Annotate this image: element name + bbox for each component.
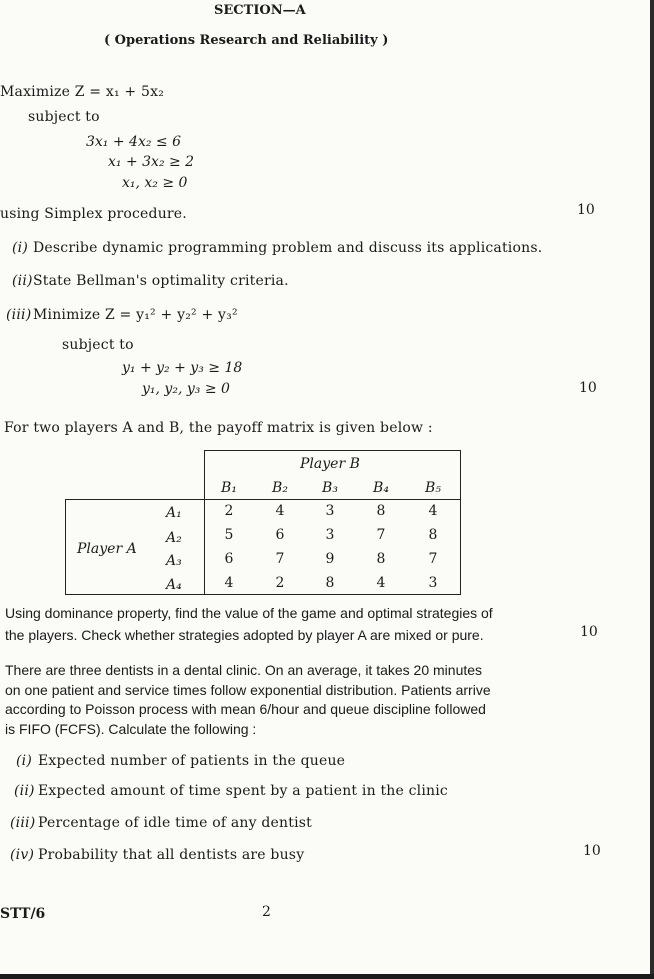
col-label-b4: B₄ [373, 480, 389, 496]
cell-a1-b2: 4 [275, 503, 285, 519]
q1-method: using Simplex procedure. [0, 206, 187, 222]
q4-line-4: is FIFO (FCFS). Calculate the following : [5, 721, 257, 737]
q3-intro: For two players A and B, the payoff matrix is given below : [4, 420, 433, 436]
q2-marks: 10 [579, 380, 597, 396]
cell-a1-b5: 4 [428, 503, 438, 519]
q1-objective: Maximize Z = x₁ + 5x₂ [0, 84, 165, 100]
cell-a4-b3: 8 [325, 575, 335, 591]
q1-constraint-2: x₁ + 3x₂ ≥ 2 [108, 154, 195, 170]
cell-a3-b1: 6 [224, 551, 234, 567]
footer-page-number: 2 [262, 904, 271, 920]
section-subtitle: ( Operations Research and Reliability ) [104, 33, 389, 48]
row-label-a1: A₁ [166, 505, 182, 521]
q4-line-2: on one patient and service times follow exponential distribution. Patients arrive [5, 682, 491, 698]
q4-part-ii: Expected amount of time spent by a patient in the clinic [38, 783, 448, 799]
q2-constraint-1: y₁ + y₂ + y₃ ≥ 18 [122, 360, 243, 376]
cell-a2-b2: 6 [275, 527, 285, 543]
q4-part-iv: Probability that all dentists are busy [38, 847, 305, 863]
cell-a3-b4: 8 [376, 551, 386, 567]
q4-line-3: according to Poisson process with mean 6/hour and queue discipline followed [5, 701, 486, 717]
cell-a2-b1: 5 [224, 527, 234, 543]
col-label-b2: B₂ [272, 480, 288, 496]
cell-a2-b3: 3 [325, 527, 335, 543]
cell-a3-b3: 9 [325, 551, 335, 567]
row-label-a4: A₄ [166, 577, 182, 593]
col-label-b1: B₁ [221, 480, 237, 496]
col-label-b5: B₅ [425, 480, 441, 496]
q2-part-i-num: (i) [12, 240, 29, 256]
q3-question-line-2: the players. Check whether strategies adopted by player A are mixed or pure. [5, 627, 484, 643]
q1-subject-to: subject to [28, 109, 100, 125]
q4-part-i: Expected number of patients in the queue [38, 753, 346, 769]
cell-a4-b2: 2 [275, 575, 285, 591]
cell-a2-b5: 8 [428, 527, 438, 543]
scan-edge-right [650, 0, 654, 979]
q4-line-1: There are three dentists in a dental clinic. On an average, it takes 20 minutes [5, 662, 483, 678]
q1-constraint-1: 3x₁ + 4x₂ ≤ 6 [86, 134, 181, 150]
q2-part-iii: Minimize Z = y₁² + y₂² + y₃² [33, 307, 238, 323]
player-a-label: Player A [77, 541, 137, 557]
q2-part-i: Describe dynamic programming problem and discuss its applications. [33, 240, 543, 256]
col-label-b3: B₃ [322, 480, 338, 496]
cell-a3-b5: 7 [428, 551, 438, 567]
cell-a3-b2: 7 [275, 551, 285, 567]
cell-a4-b5: 3 [428, 575, 438, 591]
scan-edge-bottom [0, 974, 654, 979]
q4-part-iv-num: (iv) [10, 847, 35, 863]
q2-subject-to: subject to [62, 337, 134, 353]
table-header-rule [204, 499, 460, 500]
cell-a1-b3: 3 [325, 503, 335, 519]
q4-marks: 10 [583, 843, 601, 859]
q4-part-i-num: (i) [16, 753, 33, 769]
q3-question-line-1: Using dominance property, find the value of the game and optimal strategies of [5, 605, 493, 621]
cell-a1-b1: 2 [224, 503, 234, 519]
q2-part-ii: State Bellman's optimality criteria. [33, 273, 289, 289]
row-label-a3: A₃ [166, 553, 182, 569]
cell-a2-b4: 7 [376, 527, 386, 543]
q1-constraint-3: x₁, x₂ ≥ 0 [122, 175, 188, 191]
q2-part-iii-num: (iii) [6, 307, 32, 323]
player-b-label: Player B [300, 456, 360, 472]
q4-part-iii-num: (iii) [10, 815, 36, 831]
q2-part-ii-num: (ii) [12, 273, 33, 289]
footer-code: STT/6 [0, 906, 46, 922]
q4-part-ii-num: (ii) [14, 783, 35, 799]
section-title: SECTION—A [214, 3, 306, 18]
cell-a1-b4: 8 [376, 503, 386, 519]
q3-marks: 10 [580, 624, 598, 640]
q4-part-iii: Percentage of idle time of any dentist [38, 815, 312, 831]
row-label-a2: A₂ [166, 530, 182, 546]
q2-constraint-2: y₁, y₂, y₃ ≥ 0 [142, 381, 230, 397]
cell-a4-b4: 4 [376, 575, 386, 591]
q1-marks: 10 [577, 202, 595, 218]
cell-a4-b1: 4 [224, 575, 234, 591]
